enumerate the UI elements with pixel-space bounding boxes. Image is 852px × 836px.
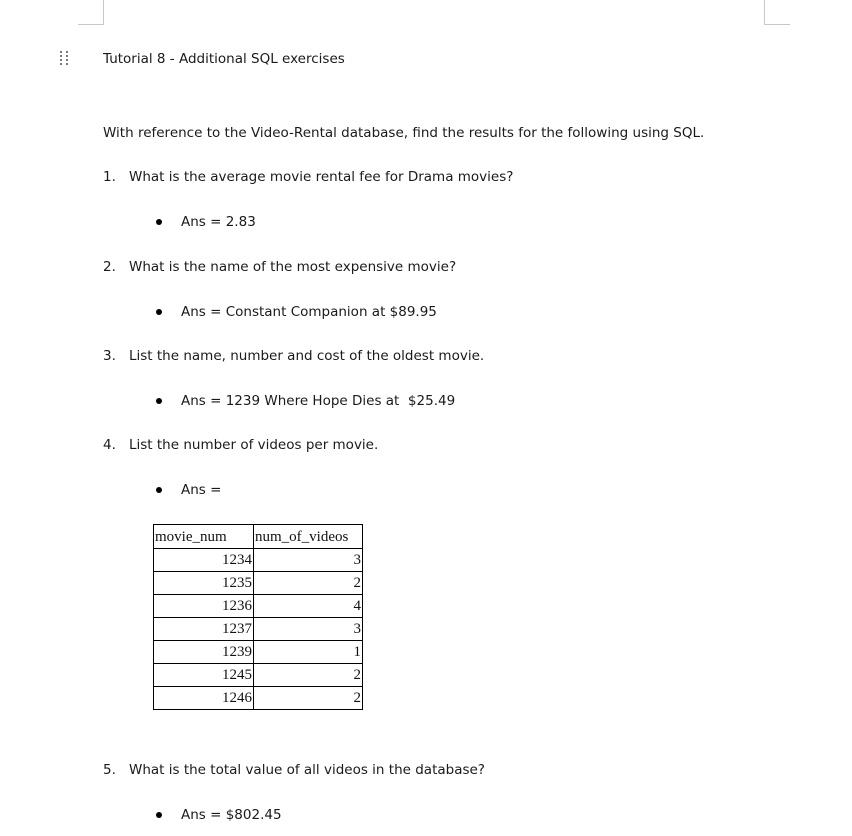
bullet-icon bbox=[156, 309, 162, 315]
document-title: Tutorial 8 - Additional SQL exercises bbox=[103, 51, 345, 67]
num-of-videos-cell: 2 bbox=[254, 572, 363, 595]
answer-5: Ans = $802.45 bbox=[181, 807, 282, 823]
table-row bbox=[154, 595, 363, 618]
bullet-icon bbox=[156, 812, 162, 818]
question-1-text: What is the average movie rental fee for Drama movies? bbox=[129, 169, 514, 185]
answer-3: Ans = 1239 Where Hope Dies at $25.49 bbox=[181, 393, 456, 409]
question-2-text: What is the name of the most expensive movie? bbox=[129, 259, 457, 275]
drag-handle-icon[interactable] bbox=[60, 51, 70, 67]
movie-num-cell: 1239 bbox=[154, 641, 254, 664]
movie-num-cell: 1234 bbox=[154, 549, 254, 572]
answer-1: Ans = 2.83 bbox=[181, 214, 256, 230]
page-margin-corner-top-right bbox=[764, 0, 790, 25]
intro-paragraph: With reference to the Video-Rental database, find the results for the following using SQL. bbox=[103, 125, 705, 141]
table-row bbox=[154, 572, 363, 595]
table-row bbox=[154, 549, 363, 572]
page-margin-corner-top-left bbox=[78, 0, 104, 25]
question-5-number: 5. bbox=[103, 762, 116, 778]
num-of-videos-cell: 3 bbox=[254, 549, 363, 572]
question-4-number: 4. bbox=[103, 437, 116, 453]
bullet-icon bbox=[156, 219, 162, 225]
column-header-movie-num: movie_num bbox=[154, 525, 254, 549]
num-of-videos-cell: 1 bbox=[254, 641, 363, 664]
table-row bbox=[154, 664, 363, 687]
movie-num-cell: 1246 bbox=[154, 687, 254, 710]
table-header-row bbox=[154, 525, 363, 549]
answer-2: Ans = Constant Companion at $89.95 bbox=[181, 304, 437, 320]
question-3-text: List the name, number and cost of the oldest movie. bbox=[129, 348, 485, 364]
num-of-videos-cell: 2 bbox=[254, 664, 363, 687]
question-4-text: List the number of videos per movie. bbox=[129, 437, 379, 453]
movie-num-cell: 1237 bbox=[154, 618, 254, 641]
num-of-videos-cell: 3 bbox=[254, 618, 363, 641]
column-header-num-of-videos: num_of_videos bbox=[254, 525, 363, 549]
bullet-icon bbox=[156, 398, 162, 404]
num-of-videos-cell: 2 bbox=[254, 687, 363, 710]
movie-num-cell: 1235 bbox=[154, 572, 254, 595]
movie-num-cell: 1245 bbox=[154, 664, 254, 687]
num-of-videos-cell: 4 bbox=[254, 595, 363, 618]
table-row bbox=[154, 641, 363, 664]
results-table bbox=[153, 524, 363, 710]
table-row bbox=[154, 618, 363, 641]
bullet-icon bbox=[156, 487, 162, 493]
question-2-number: 2. bbox=[103, 259, 116, 275]
question-5-text: What is the total value of all videos in the database? bbox=[129, 762, 485, 778]
question-3-number: 3. bbox=[103, 348, 116, 364]
movie-num-cell: 1236 bbox=[154, 595, 254, 618]
answer-4: Ans = bbox=[181, 482, 222, 498]
table-row bbox=[154, 687, 363, 710]
question-1-number: 1. bbox=[103, 169, 116, 185]
